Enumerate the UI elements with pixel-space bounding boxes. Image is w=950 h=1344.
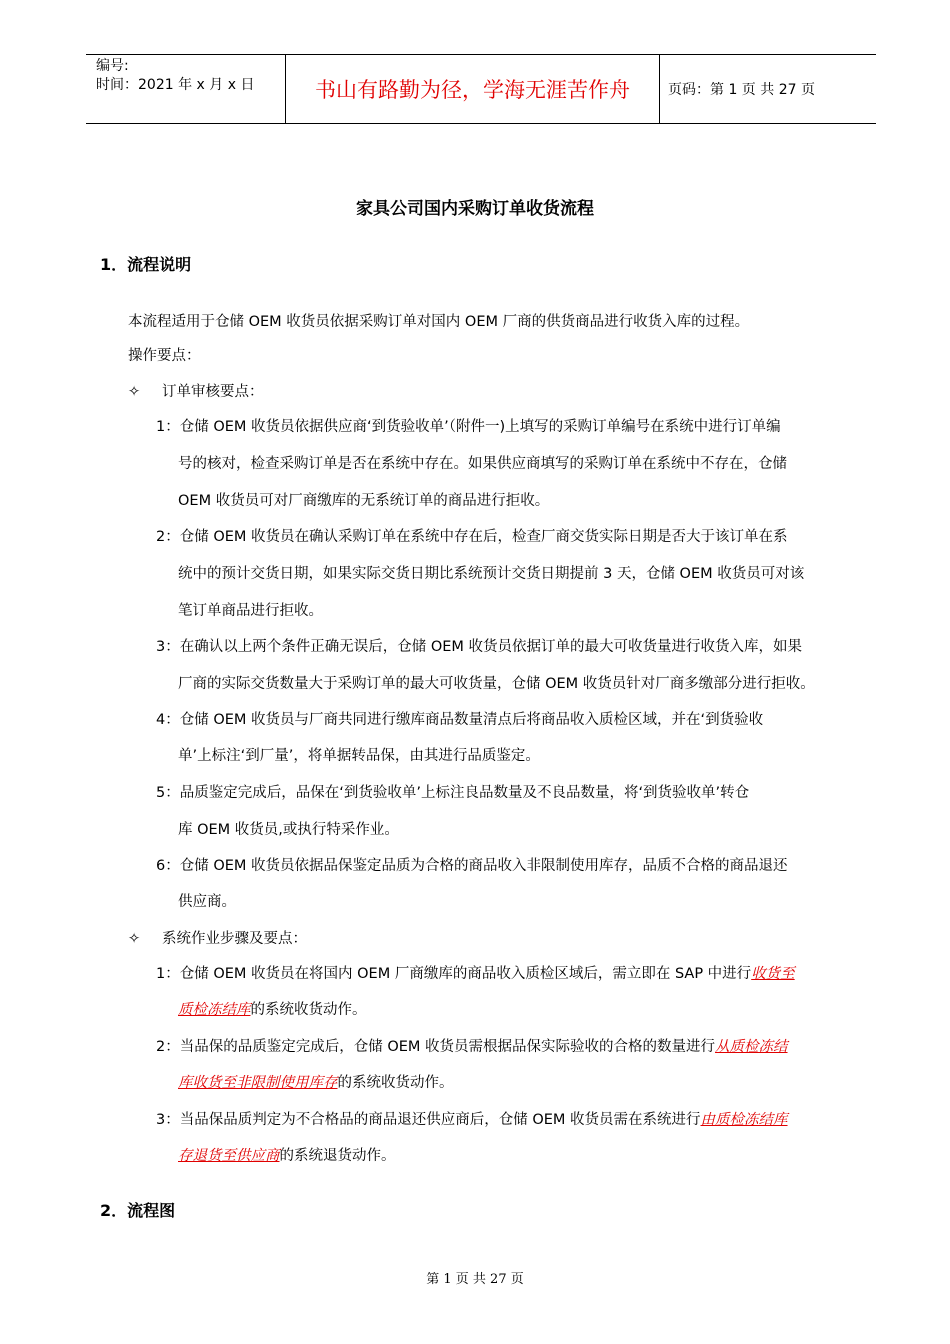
section-heading-1: 1．流程说明 — [100, 255, 192, 274]
document-title: 家具公司国内采购订单收货流程 — [356, 199, 594, 219]
list-item: 号的核对，检查采购订单是否在系统中存在。如果供应商填写的采购订单在系统中不存在，仓储 — [178, 456, 787, 472]
doc-number-label: 编号: — [96, 58, 129, 74]
bullet-system-steps — [128, 927, 307, 948]
diamond-bullet-icon: ✧ — [128, 384, 141, 400]
page-header — [86, 54, 876, 124]
list-item: 厂商的实际交货数量大于采购订单的最大可收货量，仓储 OEM 收货员针对厂商多缴部分进行拒收。 — [178, 676, 815, 692]
list-item: 6：仓储 OEM 收货员依据品保鉴定品质为合格的商品收入非限制使用库存，品质不合格的商品退还 — [156, 858, 788, 874]
step-text: 的系统退货动作。 — [279, 1148, 396, 1164]
system-step-1-cont — [178, 998, 367, 1019]
list-item: 笔订单商品进行拒收。 — [178, 603, 323, 619]
header-motto: 书山有路勤为径，学海无涯苦作舟 — [286, 55, 660, 123]
step-highlight: 库收货至非限制使用库存 — [178, 1075, 338, 1091]
intro-paragraph: 本流程适用于仓储 OEM 收货员依据采购订单对国内 OEM 厂商的供货商品进行收货入库的过程。 — [128, 314, 750, 330]
bullet-order-review — [128, 380, 264, 401]
section-heading-2: 2．流程图 — [100, 1201, 176, 1220]
step-highlight: 存退货至供应商 — [178, 1148, 280, 1164]
system-step-1 — [156, 962, 795, 983]
system-step-3 — [156, 1108, 788, 1129]
list-item: 4：仓储 OEM 收货员与厂商共同进行缴库商品数量清点后将商品收入质检区域，并在‘到货验收 — [156, 712, 764, 728]
system-step-3-cont — [178, 1144, 396, 1165]
header-meta — [86, 55, 286, 123]
page-footer: 第 1 页 共 27 页 — [426, 1272, 524, 1287]
list-item: 库 OEM 收货员,或执行特采作业。 — [178, 822, 399, 838]
list-item: 1：仓储 OEM 收货员依据供应商‘到货验收单’（附件一)上填写的采购订单编号在系统中进行订单编 — [156, 419, 781, 435]
system-step-2 — [156, 1035, 788, 1056]
list-item: 单’上标注‘到厂量’，将单据转品保，由其进行品质鉴定。 — [178, 748, 540, 764]
list-item: 供应商。 — [178, 894, 236, 910]
step-highlight: 收货至 — [751, 966, 795, 982]
step-text: 的系统收货动作。 — [337, 1075, 454, 1091]
list-item: 5：品质鉴定完成后，品保在‘到货验收单’上标注良品数量及不良品数量，将‘到货验收单’转仓 — [156, 785, 750, 801]
ops-label: 操作要点： — [128, 348, 201, 364]
step-highlight: 质检冻结库 — [178, 1002, 251, 1018]
step-highlight: 从质检冻结 — [715, 1039, 788, 1055]
system-step-2-cont — [178, 1071, 454, 1092]
list-item: 2：仓储 OEM 收货员在确认采购订单在系统中存在后，检查厂商交货实际日期是否大于该订单在系 — [156, 529, 788, 545]
step-text: 3：当品保品质判定为不合格品的商品退还供应商后，仓储 OEM 收货员需在系统进行 — [156, 1112, 701, 1128]
step-highlight: 由质检冻结库 — [700, 1112, 788, 1128]
step-text: 的系统收货动作。 — [250, 1002, 367, 1018]
header-page-info: 页码：第 1 页 共 27 页 — [668, 82, 815, 98]
bullet-label: 订单审核要点： — [162, 384, 264, 400]
list-item: 统中的预计交货日期，如果实际交货日期比系统预计交货日期提前 3 天，仓储 OEM 收货员可对该 — [178, 566, 805, 582]
list-item: 3：在确认以上两个条件正确无误后，仓储 OEM 收货员依据订单的最大可收货量进行收货入库，如果 — [156, 639, 803, 655]
bullet-label: 系统作业步骤及要点： — [162, 931, 307, 947]
step-text: 2：当品保的品质鉴定完成后，仓储 OEM 收货员需根据品保实际验收的合格的数量进行 — [156, 1039, 716, 1055]
diamond-bullet-icon: ✧ — [128, 931, 141, 947]
list-item: OEM 收货员可对厂商缴库的无系统订单的商品进行拒收。 — [178, 493, 550, 509]
step-text: 1：仓储 OEM 收货员在将国内 OEM 厂商缴库的商品收入质检区域后，需立即在 SAP 中进行 — [156, 966, 752, 982]
doc-time-label: 时间：2021 年 x 月 x 日 — [96, 77, 255, 93]
